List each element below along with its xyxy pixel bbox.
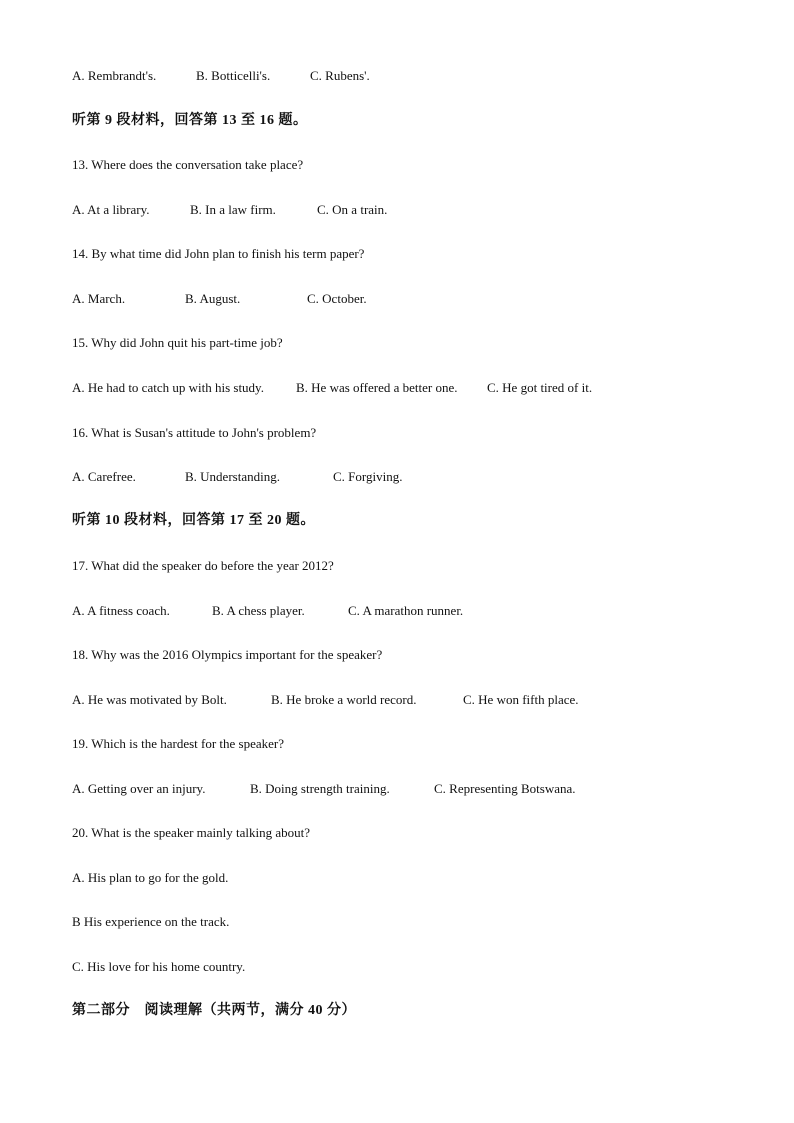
option-a: A. He was motivated by Bolt. — [72, 692, 227, 707]
question-text: 16. What is Susan's attitude to John's problem? — [72, 425, 317, 440]
option-b: B. Understanding. — [185, 469, 280, 484]
section-heading: 听第 9 段材料，回答第 13 至 16 题。 — [72, 113, 308, 128]
options-line — [72, 290, 367, 308]
question-text: 18. Why was the 2016 Olympics important for the speaker? — [72, 647, 383, 662]
option-b: B. August. — [185, 291, 241, 306]
option-a: A. Carefree. — [72, 469, 136, 484]
option-a: A. He had to catch up with his study. — [72, 380, 264, 395]
options-line — [72, 691, 579, 709]
option-a: A. March. — [72, 291, 126, 306]
option-b: B. A chess player. — [212, 603, 305, 618]
option-b: B. In a law firm. — [190, 202, 276, 217]
option-c: C. He got tired of it. — [487, 380, 593, 395]
option-b: B. Botticelli's. — [196, 68, 271, 83]
options-line — [72, 780, 576, 798]
question-text: 19. Which is the hardest for the speaker? — [72, 736, 285, 751]
option-b: B. Doing strength training. — [250, 781, 390, 796]
question-text: 20. What is the speaker mainly talking about? — [72, 825, 311, 840]
option-b: B. He broke a world record. — [271, 692, 417, 707]
option-b: B. He was offered a better one. — [296, 380, 458, 395]
option-c: C. Rubens'. — [310, 68, 370, 83]
option-c: C. A marathon runner. — [348, 603, 464, 618]
question-text: 15. Why did John quit his part-time job? — [72, 335, 283, 350]
option-c: C. He won fifth place. — [463, 692, 579, 707]
options-line — [72, 67, 370, 85]
section-heading: 听第 10 段材料，回答第 17 至 20 题。 — [72, 513, 315, 528]
question-text: 14. By what time did John plan to finish his term paper? — [72, 246, 365, 261]
question-text: 13. Where does the conversation take place? — [72, 157, 304, 172]
option-c: C. October. — [307, 291, 367, 306]
option-a: A. His plan to go for the gold. — [72, 870, 229, 885]
option-a: A. Getting over an injury. — [72, 781, 206, 796]
options-line — [72, 201, 387, 219]
section-heading: 第二部分 阅读理解（共两节，满分 40 分） — [72, 1003, 356, 1018]
option-c: C. On a train. — [317, 202, 388, 217]
options-line — [72, 602, 463, 620]
option-a: A. At a library. — [72, 202, 150, 217]
option-b: B His experience on the track. — [72, 914, 230, 929]
question-text: 17. What did the speaker do before the year 2012? — [72, 558, 334, 573]
option-a: A. A fitness coach. — [72, 603, 170, 618]
option-a: A. Rembrandt's. — [72, 68, 157, 83]
options-line — [72, 468, 402, 486]
option-c: C. Representing Botswana. — [434, 781, 576, 796]
options-line — [72, 379, 592, 397]
option-c: C. His love for his home country. — [72, 959, 246, 974]
option-c: C. Forgiving. — [333, 469, 403, 484]
